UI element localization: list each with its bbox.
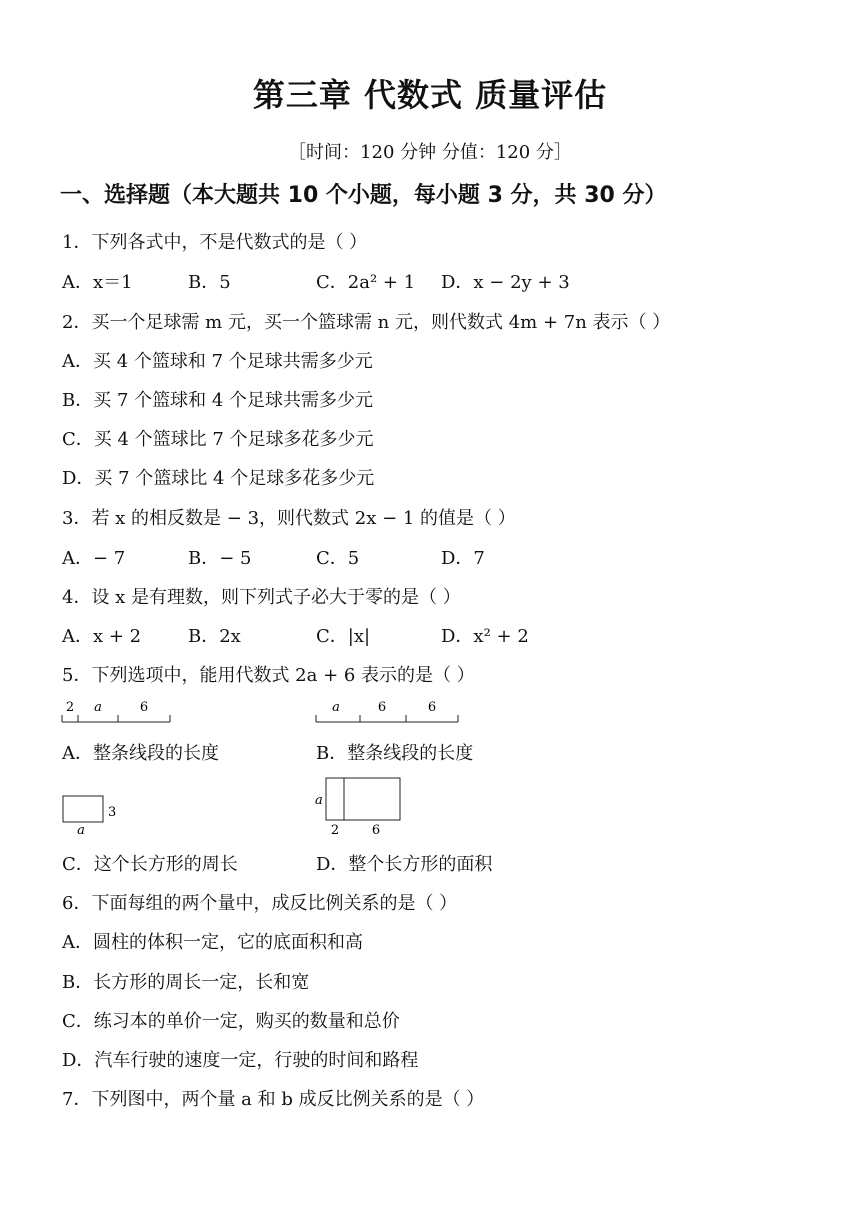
- q1-option-d: D．x − 2y + 3: [441, 272, 570, 293]
- q4-option-c: C．|x|: [316, 626, 371, 647]
- q5-option-d: D．整个长方形的面积: [316, 854, 493, 875]
- fig-b-label-6: 6: [377, 700, 387, 715]
- fig-c-label-3: 3: [108, 805, 117, 820]
- question-1-stem: 1．下列各式中，不是代数式的是（ ）: [62, 232, 368, 253]
- exam-info: ［时间：120 分钟 分值：120 分］: [288, 142, 572, 163]
- q6-option-a: A．圆柱的体积一定，它的底面积和高: [62, 932, 363, 953]
- fig-d-label-6: 6: [371, 823, 381, 838]
- q4-option-a: A．x + 2: [62, 626, 142, 647]
- fig-a-label-6: 6: [139, 700, 149, 715]
- q3-option-a: A．− 7: [62, 548, 126, 569]
- fig-d-label-a: a: [315, 793, 323, 808]
- fig-b-label-6b: 6: [427, 700, 437, 715]
- q1-option-c: C．2a² + 1: [316, 272, 416, 293]
- q3-option-b: B．− 5: [188, 548, 252, 569]
- q1-option-b: B．5: [188, 272, 231, 293]
- q2-option-a: A．买 4 个篮球和 7 个足球共需多少元: [62, 351, 373, 372]
- figure-b-segment: [312, 696, 464, 730]
- section-heading: 一、选择题（本大题共 10 个小题，每小题 3 分，共 30 分）: [60, 183, 667, 208]
- fig-a-label-2: 2: [65, 700, 75, 715]
- q3-option-c: C．5: [316, 548, 360, 569]
- figure-a-segment: [58, 696, 178, 730]
- q2-option-b: B．买 7 个篮球和 4 个足球共需多少元: [62, 390, 374, 411]
- q5-option-b: B．整条线段的长度: [316, 743, 474, 764]
- fig-c-label-a: a: [77, 823, 85, 838]
- q4-option-b: B．2x: [188, 626, 241, 647]
- question-4-stem: 4．设 x 是有理数，则下列式子必大于零的是（ ）: [62, 587, 461, 608]
- q2-option-d: D．买 7 个篮球比 4 个足球多花多少元: [62, 468, 375, 489]
- fig-d-label-2: 2: [330, 823, 340, 838]
- q3-option-d: D．7: [441, 548, 485, 569]
- q2-option-c: C．买 4 个篮球比 7 个足球多花多少元: [62, 429, 374, 450]
- fig-b-label-a: a: [332, 700, 340, 715]
- q6-option-b: B．长方形的周长一定，长和宽: [62, 972, 310, 993]
- q5-option-a: A．整条线段的长度: [62, 743, 219, 764]
- figure-d-rectangle: [312, 774, 412, 842]
- question-7-stem: 7．下列图中，两个量 a 和 b 成反比例关系的是（ ）: [62, 1089, 485, 1110]
- question-3-stem: 3．若 x 的相反数是 − 3，则代数式 2x − 1 的值是（ ）: [62, 508, 516, 529]
- q5-option-c: C．这个长方形的周长: [62, 854, 238, 875]
- q4-option-d: D．x² + 2: [441, 626, 529, 647]
- q6-option-c: C．练习本的单价一定，购买的数量和总价: [62, 1011, 400, 1032]
- page-title: 第三章 代数式 质量评估: [252, 76, 608, 114]
- q1-option-a: A．x＝1: [62, 272, 133, 293]
- question-6-stem: 6．下面每组的两个量中，成反比例关系的是（ ）: [62, 893, 458, 914]
- question-2-stem: 2．买一个足球需 m 元，买一个篮球需 n 元，则代数式 4m + 7n 表示（ ）: [62, 312, 671, 333]
- fig-a-label-a: a: [94, 700, 102, 715]
- q6-option-d: D．汽车行驶的速度一定，行驶的时间和路程: [62, 1050, 419, 1071]
- figure-c-rectangle: [58, 792, 128, 842]
- question-5-stem: 5．下列选项中，能用代数式 2a + 6 表示的是（ ）: [62, 665, 475, 686]
